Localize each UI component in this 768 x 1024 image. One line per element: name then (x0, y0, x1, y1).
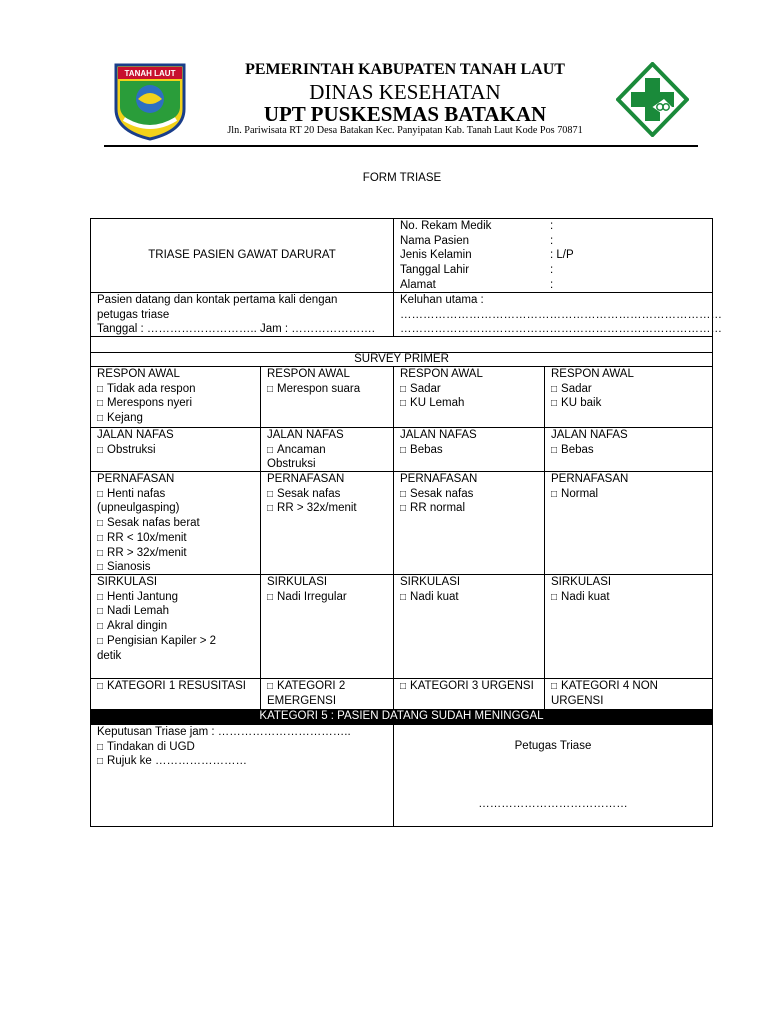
sirkulasi-title: SIRKULASI (97, 576, 158, 588)
jalan-nafas-title: JALAN NAFAS (267, 429, 344, 441)
kategori-4-cont: URGENSI (551, 694, 604, 707)
respon-option[interactable]: □ Kejang (97, 411, 143, 427)
facility-address: Jln. Pariwisata RT 20 Desa Batakan Kec. Panyipatan Kab. Tanah Laut Kode Pos 70871 (227, 125, 583, 136)
arrival-text: petugas triase (97, 308, 170, 321)
survey-title: SURVEY PRIMER (354, 353, 449, 365)
agency-name: DINAS KESEHATAN (309, 80, 501, 104)
emblem-banner-text: TANAH LAUT (124, 69, 176, 78)
sirkulasi-option[interactable]: □ Pengisian Kapiler > 2 (97, 634, 216, 650)
officer-signature-line[interactable]: ………………………………… (478, 798, 628, 810)
respon-option[interactable]: □ Merespon suara (267, 382, 360, 398)
jalan-nafas-title: JALAN NAFAS (97, 429, 174, 441)
complaint-label: Keluhan utama : (400, 294, 484, 306)
respon-option[interactable]: □ Sadar (400, 382, 441, 398)
rule (260, 367, 261, 709)
pernafasan-option[interactable]: □ RR > 32x/menit (97, 546, 187, 562)
jalan-nafas-option[interactable]: □ Bebas (400, 443, 443, 459)
respon-option[interactable]: □ Tidak ada respon (97, 382, 195, 398)
sirkulasi-option-cont: detik (97, 649, 122, 662)
respon-title: RESPON AWAL (551, 368, 634, 380)
decision-title[interactable]: Keputusan Triase jam : …………………………….. (97, 726, 351, 738)
pernafasan-option[interactable]: □ Sianosis (97, 560, 151, 576)
sirkulasi-option[interactable]: □ Nadi kuat (551, 590, 610, 606)
jalan-nafas-option[interactable]: □ Ancaman (267, 443, 326, 459)
complaint-line[interactable]: ………………………………………………………………………… (400, 323, 722, 336)
jalan-nafas-title: JALAN NAFAS (551, 429, 628, 441)
pernafasan-option[interactable]: □ Sesak nafas (267, 487, 340, 503)
pernafasan-option[interactable]: □ RR > 32x/menit (267, 501, 357, 517)
facility-name: UPT PUSKESMAS BATAKAN (263, 102, 547, 126)
pernafasan-title: PERNAFASAN (400, 473, 478, 485)
decision-option[interactable]: □ Tindakan di UGD (97, 740, 195, 756)
sirkulasi-option[interactable]: □ Nadi kuat (400, 590, 459, 606)
jalan-nafas-title: JALAN NAFAS (400, 429, 477, 441)
field-label: Nama Pasien (400, 234, 470, 247)
respon-option[interactable]: □ KU baik (551, 396, 601, 412)
kategori-2-option[interactable]: □ KATEGORI 2 (267, 679, 345, 695)
kategori-4-option[interactable]: □ KATEGORI 4 NON (551, 679, 658, 695)
letterhead-divider (104, 145, 698, 147)
pernafasan-option[interactable]: □ Sesak nafas berat (97, 516, 200, 532)
respon-option[interactable]: □ Sadar (551, 382, 592, 398)
jalan-nafas-option[interactable]: □ Bebas (551, 443, 594, 459)
field-value[interactable]: : (550, 264, 554, 277)
field-label: Tanggal Lahir (400, 264, 470, 277)
pernafasan-option[interactable]: □ Sesak nafas (400, 487, 473, 503)
decision-option[interactable]: □ Rujuk ke …………………… (97, 754, 247, 770)
rule (544, 367, 545, 709)
field-value[interactable]: : (550, 278, 554, 291)
field-value[interactable]: : (550, 220, 554, 232)
complaint-line[interactable]: ………………………………………………………………………… (400, 308, 722, 321)
triage-form (90, 218, 722, 827)
kategori-1-option[interactable]: □ KATEGORI 1 RESUSITASI (97, 679, 246, 695)
respon-option[interactable]: □ Merespons nyeri (97, 396, 192, 412)
kategori-3-option[interactable]: □ KATEGORI 3 URGENSI (400, 679, 534, 695)
sirkulasi-title: SIRKULASI (400, 576, 461, 588)
sirkulasi-option[interactable]: □ Akral dingin (97, 619, 167, 635)
pernafasan-title: PERNAFASAN (551, 473, 629, 485)
jalan-nafas-option-cont: Obstruksi (267, 458, 316, 471)
jalan-nafas-option[interactable]: □ Obstruksi (97, 443, 156, 459)
pernafasan-option-cont: (upneulgasping) (97, 502, 180, 515)
sirkulasi-title: SIRKULASI (551, 576, 612, 588)
field-value[interactable]: : (550, 234, 554, 247)
form-title: FORM TRIASE (362, 172, 442, 184)
government-name: PEMERINTAH KABUPATEN TANAH LAUT (245, 61, 565, 78)
kategori-5-banner: KATEGORI 5 : PASIEN DATANG SUDAH MENINGGAL (91, 709, 712, 724)
kategori-2-cont: EMERGENSI (267, 694, 337, 707)
pernafasan-title: PERNAFASAN (97, 473, 175, 485)
rule (393, 219, 394, 337)
sirkulasi-option[interactable]: □ Henti Jantung (97, 590, 178, 606)
pernafasan-option[interactable]: □ RR normal (400, 501, 465, 517)
sirkulasi-title: SIRKULASI (267, 576, 328, 588)
respon-title: RESPON AWAL (267, 368, 350, 380)
pernafasan-option[interactable]: □ Normal (551, 487, 598, 503)
field-value[interactable]: : L/P (550, 249, 574, 262)
arrival-text: Pasien datang dan kontak pertama kali dengan (97, 294, 338, 306)
triage-title: TRIASE PASIEN GAWAT DARURAT (148, 249, 336, 261)
sirkulasi-option[interactable]: □ Nadi Irregular (267, 590, 347, 606)
field-label: Alamat (400, 278, 436, 291)
rule (393, 367, 394, 709)
field-label: Jenis Kelamin (400, 249, 472, 262)
pernafasan-title: PERNAFASAN (267, 473, 345, 485)
regency-emblem-icon (110, 61, 190, 141)
arrival-date-time[interactable]: Tanggal : ……………………….. Jam : …………………. (97, 323, 375, 336)
sirkulasi-option[interactable]: □ Nadi Lemah (97, 604, 169, 620)
officer-label: Petugas Triase (514, 740, 592, 752)
respon-title: RESPON AWAL (97, 368, 180, 380)
pernafasan-option[interactable]: □ RR < 10x/menit (97, 531, 187, 547)
respon-title: RESPON AWAL (400, 368, 483, 380)
field-label: No. Rekam Medik (400, 220, 492, 232)
pernafasan-option[interactable]: □ Henti nafas (97, 487, 165, 503)
puskesmas-cross-icon (616, 62, 689, 137)
respon-option[interactable]: □ KU Lemah (400, 396, 464, 412)
